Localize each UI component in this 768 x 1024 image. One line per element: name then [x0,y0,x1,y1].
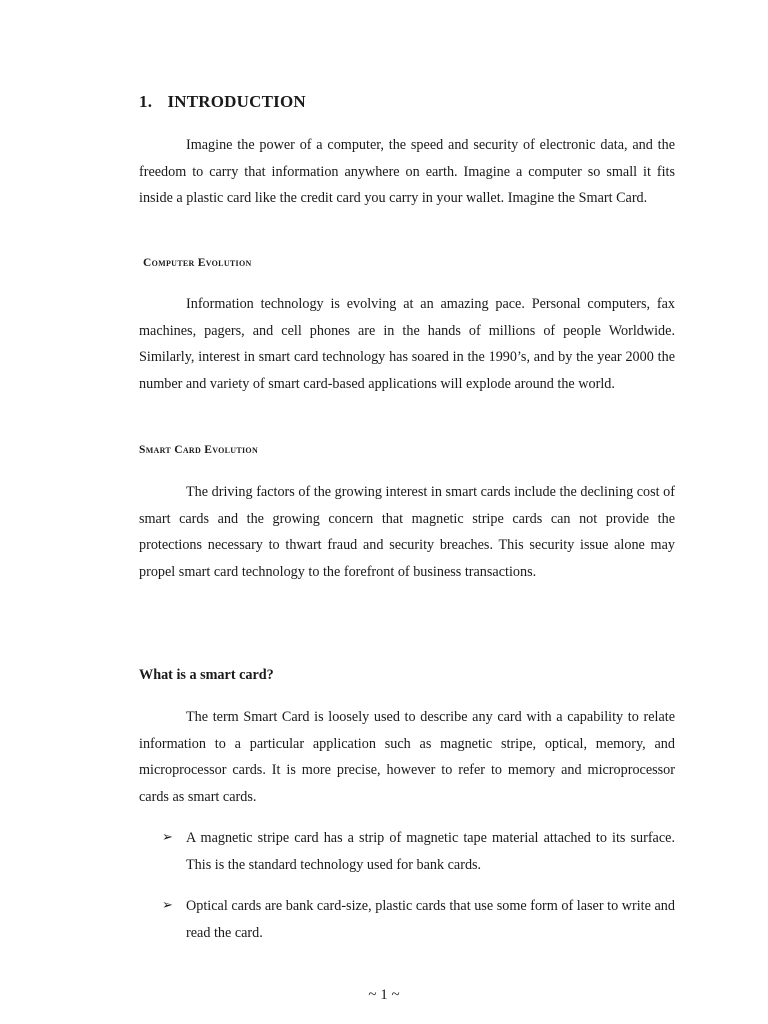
heading-number: 1. [139,92,153,111]
section-heading [139,92,306,112]
intro-paragraph: Imagine the power of a computer, the speed and security of electronic data, and the freedom to carry that information anywhere on earth. Imagine a computer so small it fits inside a plastic card like the credit card you carry in your wallet. Imagine the Smart Card. [139,137,675,207]
arrow-bullet-icon: ➢ [162,898,173,913]
arrow-bullet-icon: ➢ [162,830,173,845]
bullet-text: Optical cards are bank card-size, plastic cards that use some form of laser to write and read the card. [186,898,675,941]
computer-evolution-heading: Computer Evolution [143,257,252,269]
what-is-smart-card-paragraph: The term Smart Card is loosely used to describe any card with a capability to relate information to a particular application such as magnetic stripe, optical, memory, and microprocessor cards. It is more precise, however to refer to memory and microprocessor cards as smart cards. [139,709,675,805]
what-is-smart-card-heading: What is a smart card? [139,667,274,683]
list-item [162,893,675,946]
page-number: ~ 1 ~ [368,987,400,1003]
list-item [162,825,675,878]
smart-card-evolution-heading: Smart Card Evolution [139,444,259,456]
heading-title: INTRODUCTION [167,92,306,111]
computer-evolution-paragraph: Information technology is evolving at an amazing pace. Personal computers, fax machines, pagers, and cell phones are in the hands of millions of people Worldwide. Similarly, interest in smart card technology has soared in the 1990’s, and by the year 2000 the number and variety of smart card-based applications will explode around the world. [139,296,675,392]
smart-card-evolution-paragraph: The driving factors of the growing interest in smart cards include the declining cost of smart cards and the growing concern that magnetic stripe cards can not provide the protections necessary to thwart fraud and security breaches. This security issue alone may propel smart card technology to the forefront of business transactions. [139,484,675,580]
bullet-text: A magnetic stripe card has a strip of magnetic tape material attached to its surface. This is the standard technology used for bank cards. [186,830,675,873]
